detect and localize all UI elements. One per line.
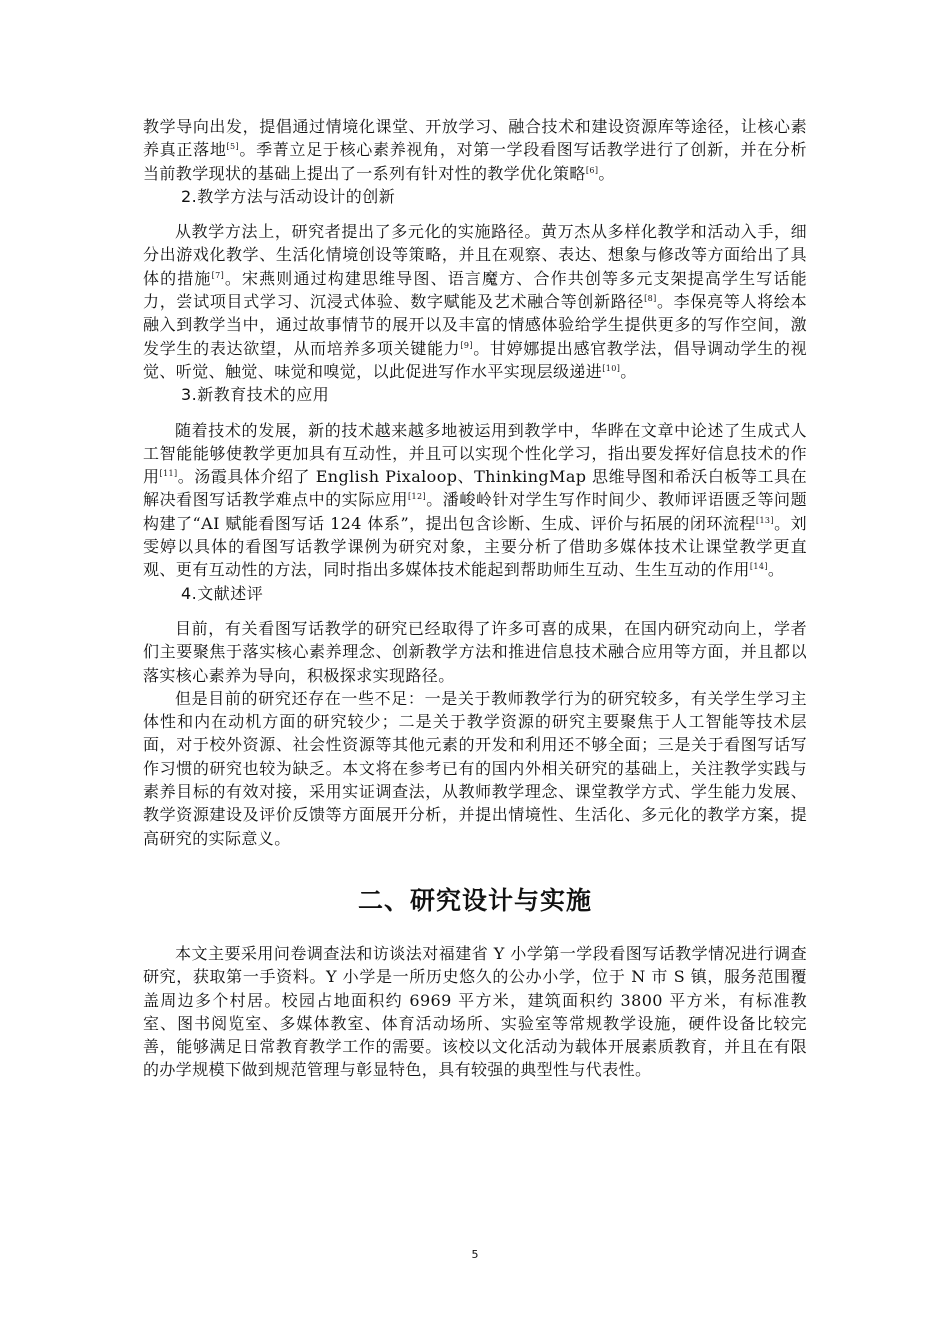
subheading-literature-review: 4.文献述评 — [181, 583, 264, 603]
paragraph-text: 。潘峻岭针对学生写作时间少、教师评语匮乏等问题构建了“AI 赋能看图写话 124 体系”，提出包含诊断、生成、评价与拓展的闭环流程 — [143, 490, 807, 533]
paragraph-teaching-methods — [143, 220, 807, 383]
spacer — [143, 850, 807, 886]
citation-ref: [6] — [585, 165, 599, 175]
paragraph-text: 随着技术的发展，新的技术越来越多地被运用到教学中，华晔在文章中论述了生成式人工智能能够使教学更加具有互动性，并且可以实现个性化学习，指出要发挥好信息技术的作用 — [143, 420, 807, 487]
subheading-teaching-methods: 2.教学方法与活动设计的创新 — [181, 186, 396, 206]
paragraph-text: 。季菁立足于核心素养视角，对第一学段看图写话教学进行了创新，并在分析当前教学现状的基础上提出了一系列有针对性的教学优化策略 — [143, 140, 807, 183]
paragraph-core-literacy-continued — [143, 115, 807, 185]
citation-ref: [10] — [602, 363, 621, 373]
paragraph-review-achievements: 目前，有关看图写话教学的研究已经取得了许多可喜的成果，在国内研究动向上，学者们主要聚焦于落实核心素养理念、创新教学方法和推进信息技术融合应用等方面，并且都以落实核心素养为导向，积极探求实现路径。 — [143, 618, 807, 685]
paragraph-review-shortcomings: 但是目前的研究还存在一些不足：一是关于教师教学行为的研究较多，有关学生学习主体性和内在动机方面的研究较少；二是关于教学资源的研究主要聚焦于人工智能等技术层面，对于校外资源、社会性资源等其他元素的开发和利用还不够全面；三是关于看图写话写作习惯的研究也较为缺乏。本文将在参考已有的国内外相关研究的基础上，关注教学实践与素养目标的有效对接，采用实证调查法，从教师教学理念、课堂教学方式、学生能力发展、教学资源建设及评价反馈等方面展开分析，并提出情境性、生活化、多元化的教学方案，提高研究的实际意义。 — [143, 688, 807, 848]
paragraph-text: 。 — [767, 560, 785, 580]
page-content — [143, 115, 807, 1082]
citation-ref: [13] — [755, 515, 774, 525]
citation-ref: [8] — [644, 294, 657, 304]
paragraph-text: 。宋燕则通过构建思维导图、语言魔方、合作共创等多元支架提高学生写话能力，尝试项目式学习、沉浸式体验、数字赋能及艺术融合等创新路径 — [143, 268, 807, 312]
citation-ref: [11] — [159, 469, 178, 479]
paragraph-text: 教学导向出发，提倡通过情境化课堂、开放学习、融合技术和建设资源库等途径，让核心素养真正落地 — [143, 117, 807, 160]
paragraph-new-technology — [143, 419, 807, 582]
paragraph-text: 从教学方法上，研究者提出了多元化的实施路径。黄万杰从多样化教学和活动入手，细分出游戏化教学、生活化情境创设等策略，并且在观察、表达、想象与修改等方面给出了具体的措施 — [143, 222, 807, 288]
paragraph-text: 。李保亮等人将绘本融入到教学当中，通过故事情节的展开以及丰富的情感体验给学生提供更多的写作空间，激发学生的表达欲望，从而培养多项关键能力 — [143, 292, 807, 358]
citation-ref: [12] — [408, 492, 427, 502]
paragraph-text: 。汤霞具体介绍了 English Pixaloop、ThinkingMap 思维导图和希沃白板等工具在解决看图写话教学难点中的实际应用 — [143, 467, 807, 510]
spacer — [143, 208, 807, 220]
paragraph-text: 。甘婷娜提出感官教学法，倡导调动学生的视觉、听觉、触觉、味觉和嗅觉，以此促进写作水平实现层级递进 — [143, 338, 807, 381]
citation-ref: [9] — [460, 340, 473, 350]
subheading-new-technology: 3.新教育技术的应用 — [181, 385, 330, 405]
paragraph-text: 。 — [620, 361, 637, 381]
paragraph-text: 。刘雯婷以具体的看图写话教学课例为研究对象，主要分析了借助多媒体技术让课堂教学更直观、更有互动性的方法，同时指出多媒体技术能起到帮助师生互动、生生互动的作用 — [143, 513, 807, 580]
spacer — [143, 407, 807, 419]
citation-ref: [14] — [749, 562, 768, 572]
spacer — [143, 916, 807, 942]
page-number: 5 — [471, 1248, 479, 1261]
citation-ref: [5] — [226, 142, 240, 152]
paragraph-text: 。 — [598, 163, 615, 183]
spacer — [143, 605, 807, 617]
citation-ref: [7] — [211, 270, 225, 280]
paragraph-school-overview: 本文主要采用问卷调查法和访谈法对福建省 Y 小学第一学段看图写话教学情况进行调查研究，获取第一手资料。Y 小学是一所历史悠久的公办小学，位于 N 市 S 镇，服务范围覆盖周边多个村居。校园占地面积约 6969 平方米，建筑面积约 3800 平方米，有标准教室、图书阅览室、多媒体教室、体育活动场所、实验室等常规教学设施，硬件设备比较完善，能够满足日常教育教学工作的需要。该校以文化活动为载体开展素质教育，并且在有限的办学规模下做到规范管理与彰显特色，具有较强的典型性与代表性。 — [143, 943, 807, 1080]
section-title-research-design: 二、研究设计与实施 — [357, 885, 592, 915]
